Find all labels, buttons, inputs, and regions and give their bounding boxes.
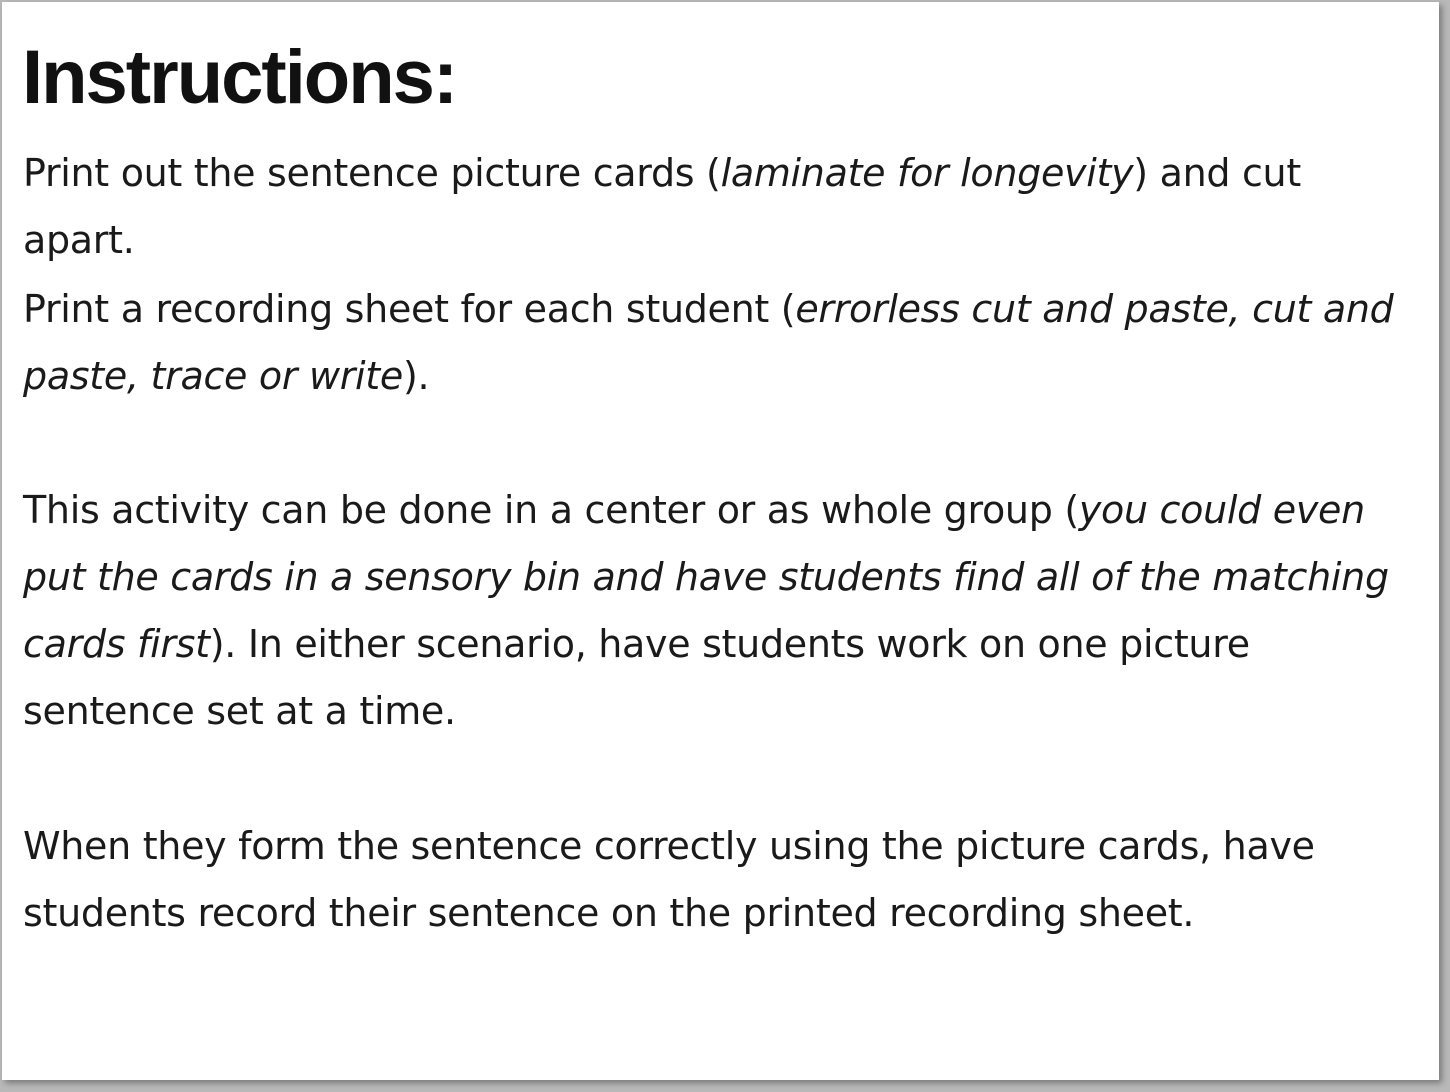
paragraph-text: This activity can be done in a center or as whole group (: [23, 488, 1079, 532]
paragraph-italic-text: you could even put the cards in a sensory bin and have students find all of the matching cards first: [23, 488, 1389, 666]
paragraph-italic-text: laminate for longevity: [720, 151, 1134, 195]
paragraph-text: ) and cut apart.: [23, 151, 1301, 262]
instruction-paragraph-1: [23, 140, 1423, 274]
document-page: [2, 2, 1439, 1080]
paragraph-text: ). In either scenario, have students work on one picture sentence set at a time.: [23, 622, 1250, 733]
paragraph-italic-text: errorless cut and paste, cut and paste, trace or write: [23, 287, 1394, 398]
paragraph-text: ).: [403, 354, 430, 398]
paragraph-text: Print out the sentence picture cards (: [23, 151, 721, 195]
instruction-paragraph-3: [23, 477, 1423, 745]
instruction-paragraph-2: [23, 276, 1423, 410]
page-title: Instructions:: [22, 35, 457, 120]
paragraph-text: When they form the sentence correctly using the picture cards, have students record their sentence on the printed recording sheet.: [23, 824, 1315, 935]
instruction-paragraph-4: [23, 813, 1423, 947]
paragraph-text: Print a recording sheet for each student (: [23, 287, 796, 331]
